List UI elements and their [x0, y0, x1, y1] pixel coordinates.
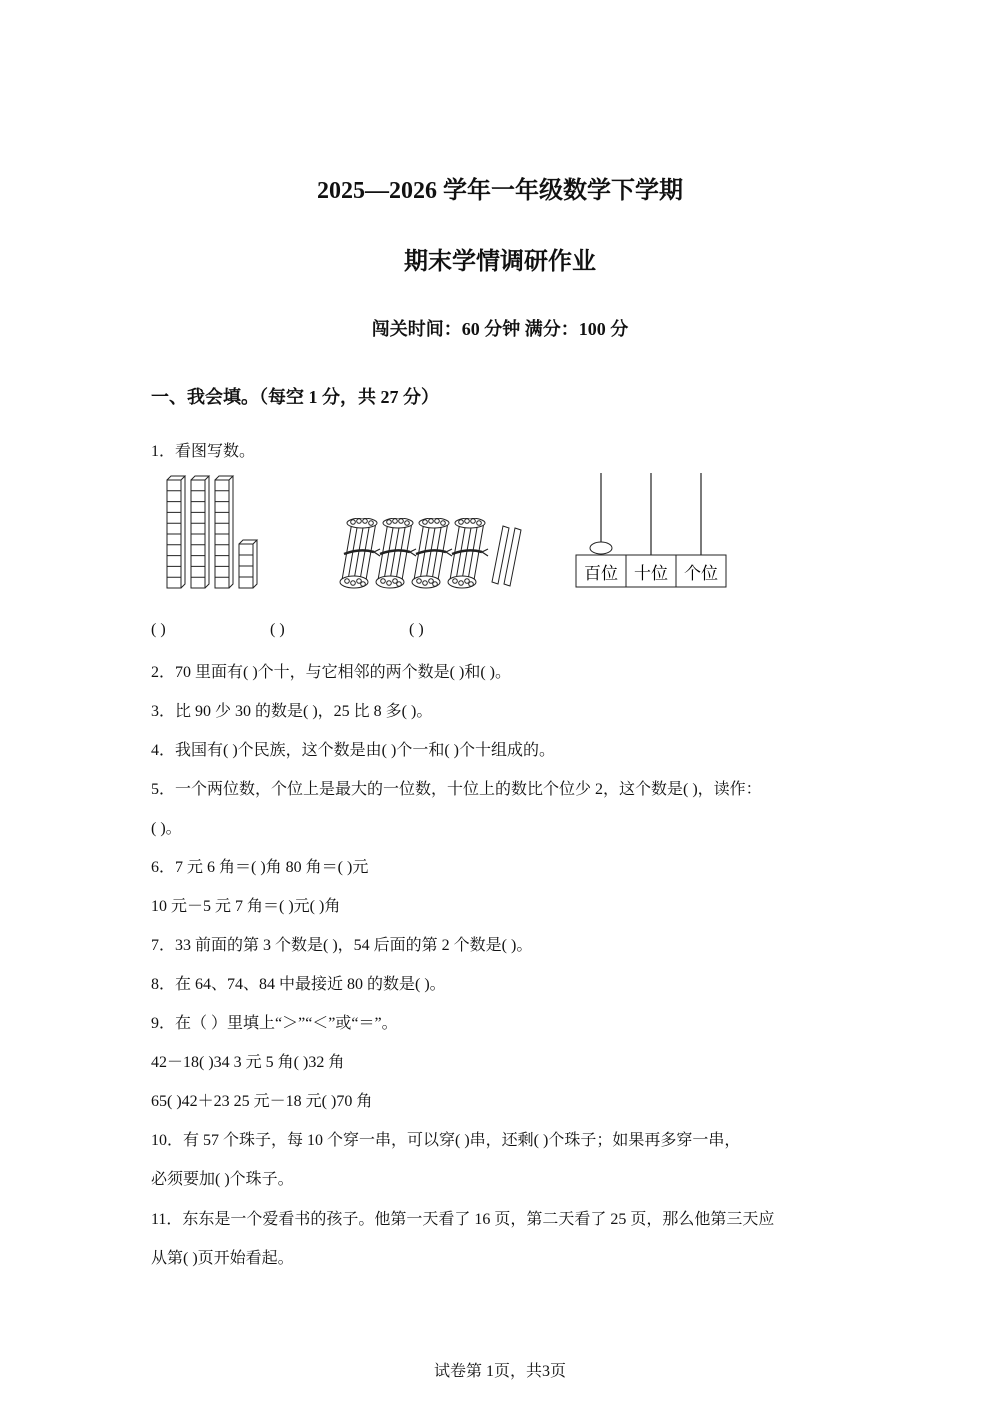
answer-blank-3: ( )	[409, 621, 424, 638]
abacus-figure	[575, 473, 730, 591]
question-11: 11．东东是一个爱看书的孩子。他第一天看了 16 页，第二天看了 25 页，那么他第三天应	[151, 1211, 775, 1228]
question-9-line-1: 42－18( )34 3 元 5 角( )32 角	[151, 1054, 345, 1071]
abacus-bead	[590, 542, 612, 554]
section-heading: 一、我会填。（每空 1 分，共 27 分）	[151, 387, 439, 407]
question-7: 7．33 前面的第 3 个数是( )，54 后面的第 2 个数是( )。	[151, 937, 533, 954]
question-8: 8．在 64、74、84 中最接近 80 的数是( )。	[151, 976, 446, 993]
page-footer: 试卷第 1页，共3页	[433, 1363, 566, 1380]
question-1-label: 1．看图写数。	[151, 443, 256, 460]
exam-title: 2025—2026 学年一年级数学下学期	[317, 178, 683, 204]
stick-bundle-4	[448, 518, 488, 588]
block-column-short	[239, 540, 257, 588]
question-6: 6．7 元 6 角＝( )角 80 角＝( )元	[151, 859, 369, 876]
stick-bundle-1	[340, 518, 380, 588]
question-10: 10．有 57 个珠子，每 10 个穿一串，可以穿( )串，还剩( )个珠子；如果再多穿一串，	[151, 1132, 741, 1149]
block-column-2	[191, 476, 209, 588]
question-2: 2．70 里面有( )个十，与它相邻的两个数是( )和( )。	[151, 664, 511, 681]
question-4: 4．我国有( )个民族，这个数是由( )个一和( )个十组成的。	[151, 742, 555, 759]
question-5-continued: ( )。	[151, 820, 182, 837]
question-6-line-2: 10 元－5 元 7 角＝( )元( )角	[151, 898, 341, 915]
abacus-label-tens: 十位	[634, 564, 668, 584]
counting-blocks-figure	[163, 474, 263, 590]
single-sticks	[492, 526, 521, 586]
answer-blank-2: ( )	[270, 621, 285, 638]
answer-blank-1: ( )	[151, 621, 166, 638]
exam-subtitle: 期末学情调研作业	[404, 249, 596, 275]
question-10-continued: 必须要加( )个珠子。	[151, 1171, 294, 1188]
exam-meta: 闯关时间：60 分钟 满分：100 分	[371, 319, 629, 339]
abacus-label-hundreds: 百位	[584, 564, 618, 584]
stick-bundle-2	[376, 518, 416, 588]
block-column-1	[167, 476, 185, 588]
question-11-continued: 从第( )页开始看起。	[151, 1250, 294, 1267]
question-9: 9．在（ ）里填上“＞”“＜”或“＝”。	[151, 1015, 398, 1032]
question-9-line-2: 65( )42＋23 25 元－18 元( )70 角	[151, 1093, 373, 1110]
block-column-3	[215, 476, 233, 588]
question-3: 3．比 90 少 30 的数是( )，25 比 8 多( )。	[151, 703, 433, 720]
stick-bundles-figure	[338, 518, 528, 590]
stick-bundle-3	[412, 518, 452, 588]
question-5: 5．一个两位数，个位上是最大的一位数，十位上的数比个位少 2，这个数是( )，读作：	[151, 781, 762, 798]
abacus-label-ones: 个位	[684, 564, 718, 584]
